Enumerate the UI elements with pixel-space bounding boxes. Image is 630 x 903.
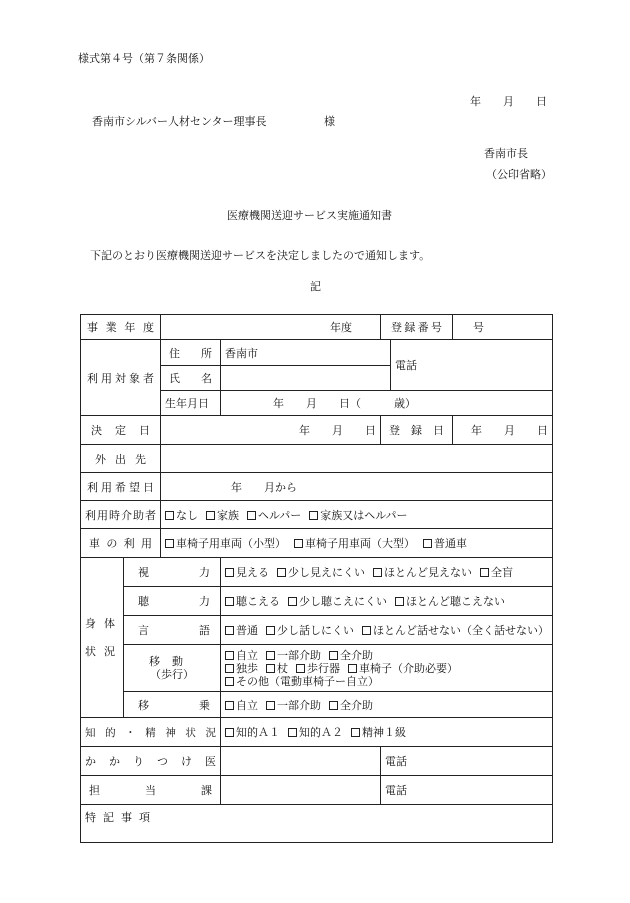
row-outing: [81, 445, 553, 473]
row-vehicle: [81, 529, 553, 558]
mobility-option[interactable]: [266, 662, 288, 675]
checkbox-icon: [288, 597, 297, 606]
reg-date-label: 登録日: [381, 416, 453, 445]
mobility-line-1: [225, 649, 548, 662]
speech-option[interactable]: [362, 622, 549, 638]
desired-value: 年 月から: [161, 473, 553, 501]
sight-label: 視力: [124, 558, 221, 587]
row-desired: [81, 473, 553, 501]
row-section: [81, 776, 553, 805]
option-text: 全盲: [491, 566, 513, 579]
hearing-option[interactable]: [225, 593, 280, 609]
checkbox-icon: [351, 728, 360, 737]
birth-value: 年 月 日（ 歳）: [221, 391, 553, 416]
seal-note: （公印省略）: [486, 168, 552, 181]
option-text: 全介助: [340, 648, 373, 662]
option-text: 聴こえる: [236, 595, 280, 608]
vehicle-options: [161, 529, 553, 558]
phone-cell: [391, 340, 553, 391]
checkbox-icon: [225, 568, 234, 577]
speech-options: [221, 616, 553, 645]
option-text: ヘルパー: [258, 508, 302, 522]
option-text: 普通: [236, 624, 258, 637]
doctor-phone: [381, 747, 553, 776]
option-text: 車椅子用車両（大型）: [305, 537, 415, 550]
mental-option[interactable]: [288, 724, 343, 740]
option-text: 見える: [236, 566, 269, 579]
speech-label: 言語: [124, 616, 221, 645]
birth-label: 生年月日: [161, 391, 221, 416]
phone-label: 電話: [395, 359, 418, 372]
address-label: 住所: [161, 340, 221, 366]
mobility-sublabel: （歩行）: [150, 668, 194, 681]
option-text: 自立: [236, 698, 258, 712]
mental-option[interactable]: [351, 724, 406, 740]
row-transfer: [81, 692, 553, 718]
row-mental: [81, 718, 553, 747]
hearing-label: 聴力: [124, 587, 221, 616]
mobility-option[interactable]: [348, 662, 458, 675]
address-value: 香南市: [221, 340, 391, 366]
document-title: 医療機関送迎サービス実施通知書: [227, 209, 392, 222]
doctor-label: かかりつけ医: [81, 747, 221, 776]
section-value: [221, 776, 381, 805]
option-text: 知的Ａ１: [236, 726, 280, 739]
option-text: 家族又はヘルパー: [320, 508, 408, 522]
option-text: なし: [176, 508, 198, 522]
checkbox-icon: [373, 568, 382, 577]
row-sight: [81, 558, 553, 587]
checkbox-icon: [309, 511, 318, 520]
name-label: 氏名: [161, 366, 221, 391]
option-text: 歩行器: [307, 661, 340, 675]
option-text: ほとんど見えない: [384, 566, 472, 579]
mobility-option[interactable]: [225, 675, 379, 688]
sight-option[interactable]: [277, 564, 365, 580]
row-hearing: [81, 587, 553, 616]
body-label-bottom: 状況: [85, 644, 123, 658]
caregiver-options: [161, 501, 553, 529]
checkbox-icon: [329, 651, 338, 660]
issue-date: 年 月 日: [470, 95, 547, 108]
notes-cell: [81, 805, 553, 843]
checkbox-icon: [395, 597, 404, 606]
hearing-option[interactable]: [395, 593, 505, 609]
doctor-phone-label: 電話: [385, 755, 408, 768]
mental-option[interactable]: [225, 724, 280, 740]
checkbox-icon: [225, 651, 234, 660]
option-text: 車椅子（介助必要）: [359, 661, 458, 675]
transfer-option[interactable]: [266, 697, 321, 713]
checkbox-icon: [288, 728, 297, 737]
reg-number-cell: [453, 315, 553, 340]
transfer-label: 移乗: [124, 692, 221, 718]
speech-option[interactable]: [266, 622, 354, 638]
checkbox-icon: [266, 664, 275, 673]
option-text: 車椅子用車両（小型）: [176, 537, 286, 550]
mobility-line-3: [225, 675, 548, 688]
speech-option[interactable]: [225, 622, 258, 638]
vehicle-label: 車の利用: [81, 529, 161, 558]
checkbox-icon: [362, 626, 371, 635]
checkbox-icon: [165, 511, 174, 520]
checkbox-icon: [277, 568, 286, 577]
desired-label: 利用希望日: [81, 473, 161, 501]
checkbox-icon: [266, 701, 275, 710]
mobility-option[interactable]: [225, 662, 258, 675]
checkbox-icon: [225, 701, 234, 710]
mobility-option[interactable]: [266, 649, 321, 662]
row-notes: [81, 805, 553, 843]
option-text: 少し話しにくい: [277, 624, 354, 637]
mental-options: [221, 718, 553, 747]
outing-value: [161, 445, 553, 473]
row-caregiver: [81, 501, 553, 529]
option-text: ほとんど聴こえない: [406, 595, 505, 608]
row-fiscal-year: [81, 315, 553, 340]
caregiver-option[interactable]: [309, 507, 407, 523]
fiscal-year-cell: [161, 315, 381, 340]
subject-label: 利用対象者: [81, 340, 161, 416]
option-text: 精神１級: [362, 726, 406, 739]
mobility-options: [221, 645, 553, 692]
vehicle-option[interactable]: [294, 535, 415, 551]
transfer-options: [221, 692, 553, 718]
go-text: 号: [473, 321, 485, 334]
checkbox-icon: [225, 664, 234, 673]
hearing-option[interactable]: [288, 593, 387, 609]
row-subject-address: [81, 340, 553, 366]
reg-date: 年 月 日: [453, 416, 553, 445]
checkbox-icon: [296, 664, 305, 673]
option-text: 普通車: [434, 537, 467, 550]
reg-number-label: 登録番号: [381, 315, 453, 340]
body-label-top: 身体: [85, 616, 123, 630]
sight-option[interactable]: [373, 564, 472, 580]
caregiver-option[interactable]: [206, 507, 239, 523]
checkbox-icon: [480, 568, 489, 577]
mobility-option[interactable]: [329, 649, 373, 662]
form-number: 様式第４号（第７条関係）: [78, 52, 210, 65]
decision-date: 年 月 日: [161, 416, 381, 445]
nendo-text: 年度: [330, 321, 353, 334]
checkbox-icon: [225, 677, 234, 686]
option-text: 一部介助: [277, 698, 321, 712]
row-mobility: [81, 645, 553, 692]
row-decision: [81, 416, 553, 445]
checkbox-icon: [266, 651, 275, 660]
issuer: 香南市長: [484, 147, 528, 160]
mobility-line-2: [225, 662, 548, 675]
notice-form-table: [80, 314, 553, 843]
checkbox-icon: [225, 597, 234, 606]
row-doctor: [81, 747, 553, 776]
mobility-option[interactable]: [225, 649, 258, 662]
mobility-label: 移動: [149, 655, 195, 668]
option-text: 知的Ａ２: [299, 726, 343, 739]
option-text: 少し見えにくい: [288, 566, 365, 579]
checkbox-icon: [348, 664, 357, 673]
addressee: 香南市シルバー人材センター理事長: [92, 115, 267, 128]
vehicle-option[interactable]: [423, 535, 467, 551]
section-label: 担当課: [81, 776, 221, 805]
vehicle-option[interactable]: [165, 535, 286, 551]
option-text: 独歩: [236, 661, 258, 675]
section-phone-label: 電話: [385, 784, 408, 797]
sight-option[interactable]: [225, 564, 269, 580]
fiscal-year-label: 事業年度: [81, 315, 161, 340]
checkbox-icon: [423, 539, 432, 548]
checkbox-icon: [165, 539, 174, 548]
transfer-option[interactable]: [225, 697, 258, 713]
mobility-option[interactable]: [296, 662, 340, 675]
mental-label: 知的・精神状況: [81, 718, 221, 747]
ki-heading: 記: [310, 280, 321, 293]
checkbox-icon: [329, 701, 338, 710]
checkbox-icon: [294, 539, 303, 548]
caregiver-label: 利用時介助者: [81, 501, 161, 529]
option-text: 一部介助: [277, 648, 321, 662]
option-text: 家族: [217, 508, 239, 522]
option-text: 自立: [236, 648, 258, 662]
option-text: 杖: [277, 661, 288, 675]
decision-label: 決定日: [81, 416, 161, 445]
row-speech: [81, 616, 553, 645]
checkbox-icon: [225, 728, 234, 737]
transfer-option[interactable]: [329, 697, 373, 713]
checkbox-icon: [225, 626, 234, 635]
caregiver-option[interactable]: [165, 507, 198, 523]
section-phone: [381, 776, 553, 805]
honorific: 様: [324, 115, 335, 128]
option-text: その他（電動車椅子ー自立）: [236, 674, 379, 688]
checkbox-icon: [206, 511, 215, 520]
doctor-value: [221, 747, 381, 776]
sight-option[interactable]: [480, 564, 513, 580]
outing-label: 外出先: [81, 445, 161, 473]
name-value: [221, 366, 391, 391]
option-text: ほとんど話せない（全く話せない）: [373, 624, 549, 637]
option-text: 全介助: [340, 698, 373, 712]
caregiver-option[interactable]: [247, 507, 301, 523]
sight-options: [221, 558, 553, 587]
hearing-options: [221, 587, 553, 616]
checkbox-icon: [247, 511, 256, 520]
option-text: 少し聴こえにくい: [299, 595, 387, 608]
body-status-label: [81, 558, 124, 718]
mobility-label-cell: [124, 645, 221, 692]
intro-text: 下記のとおり医療機関送迎サービスを決定しましたので通知します。: [90, 249, 431, 262]
notes-label: 特記事項: [85, 811, 157, 824]
checkbox-icon: [266, 626, 275, 635]
